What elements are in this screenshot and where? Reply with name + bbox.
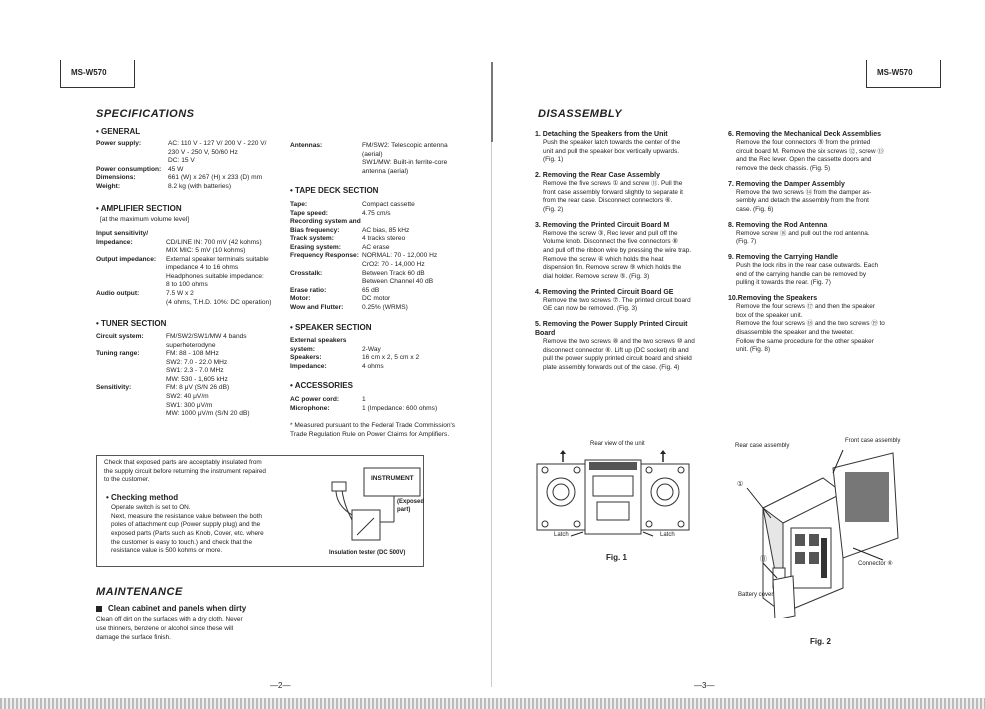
spec-row: [290, 396, 480, 405]
spec-value: 7.5 W x 2 (4 ohms, T.H.D. 10%: DC operation): [166, 289, 272, 306]
spec-value: 1 (Impedance: 600 ohms): [362, 404, 438, 412]
step-text: Remove the five screws ① and screw ⑪. Pull the front case assembly forward slightly to separate it from the rear case. Disconnect connectors ⑥. (Fig. 2): [543, 180, 683, 214]
spec-row: [96, 290, 291, 307]
spec-label: External speakers system:: [290, 337, 347, 353]
spec-label: Weight:: [96, 182, 121, 190]
fig2-battery-label: Battery cover: [738, 592, 774, 598]
spec-row: [96, 350, 291, 384]
spec-row: [290, 235, 480, 244]
fig2-front-case-label: Front case assembly: [845, 438, 901, 444]
step-title: 2. Removing the Rear Case Assembly: [535, 172, 661, 180]
antennas-spec: [290, 142, 480, 176]
fig2-callout-11: ⑪: [760, 556, 767, 563]
page-number-left: —2—: [270, 681, 291, 690]
step-title: 10.Removing the Speakers: [728, 295, 818, 303]
fig1-latch-right: Latch: [660, 532, 675, 538]
spec-row: [290, 287, 480, 296]
spec-value: 16 cm x 2, 5 cm x 2: [362, 354, 420, 362]
tape-heading: • TAPE DECK SECTION: [290, 186, 379, 195]
accessories-specs: [290, 396, 480, 413]
checking-method-title: • Checking method: [106, 493, 179, 502]
step: [728, 180, 906, 215]
step-title: 9. Removing the Carrying Handle: [728, 254, 839, 262]
spec-row: [290, 304, 480, 313]
spec-value: FM: 88 - 108 MHz SW2: 7.0 - 22.0 MHz SW1: 2.3 - 7.0 MHz MW: 530 - 1,605 kHz: [166, 350, 228, 383]
spec-label: AC power cord:: [290, 396, 340, 403]
spec-label: Sensitivity:: [96, 384, 132, 392]
center-fold-lower: [491, 142, 492, 687]
spec-label: Circuit system:: [96, 333, 144, 340]
fig2-rear-case-label: Rear case assembly: [735, 443, 790, 449]
step: [535, 171, 713, 215]
spec-label: Microphone:: [290, 404, 330, 412]
spec-row: [96, 140, 286, 166]
spec-row: [290, 227, 480, 236]
spec-row: [96, 333, 291, 350]
step: [535, 320, 713, 373]
spec-value: AC bias, 85 kHz: [362, 226, 410, 234]
footnote: * Measured pursuant to the Federal Trade Commission's Trade Regulation Rule on Power Claims for Amplifiers.: [290, 422, 456, 438]
page-number-right: —3—: [694, 681, 715, 690]
center-fold: [491, 62, 493, 142]
spec-label: Input sensitivity/ Impedance:: [96, 230, 149, 246]
spec-label: Track system:: [290, 235, 334, 243]
fig1-caption: Fig. 1: [606, 553, 627, 562]
spec-row: [96, 384, 291, 418]
step-title: 4. Removing the Printed Circuit Board GE: [535, 288, 674, 296]
fig2-connector-label: Connector ⑥: [858, 561, 893, 567]
spec-row: [290, 295, 480, 304]
spec-value: FM/SW2: Telescopic antenna (aerial) SW1/MW: Built-in ferrite-core antenna (aerial): [362, 142, 448, 175]
spec-row: [96, 166, 286, 175]
battery-cover-outline: [773, 576, 795, 618]
spec-label: Audio output:: [96, 289, 140, 297]
step-title: 8. Removing the Rod Antenna: [728, 221, 828, 229]
step-text: Push the speaker latch towards the center of the unit and pull the speaker box vertically upwards. (Fig. 1): [543, 139, 681, 164]
spec-label: Tape:: [290, 201, 308, 208]
spec-value: External speaker terminals suitable impedance 4 to 16 ohms Headphones suitable impedance: 8 to 100 ohms: [166, 255, 269, 289]
step-title: 5. Removing the Power Supply Printed Circuit Board: [535, 320, 688, 338]
spec-label: Motor:: [290, 295, 311, 303]
step-text: Remove the two screws ⑭ from the damper as- sembly and detach the assembly from the front case. (Fig. 6): [736, 188, 872, 214]
spec-label: Erase ratio:: [290, 286, 327, 294]
fig1-rear-view-label: Rear view of the unit: [590, 441, 645, 447]
square-bullet-icon: [96, 606, 102, 612]
step-text: Remove the four connectors ⑤ from the printed circuit board M. Remove the six screws ⑫, screw ⑬ and the Rec lever. Open the cassette doors and remove the deck chassis. (Fig. 5): [736, 139, 884, 173]
spec-value: FM/SW2/SW1/MW 4 bands superheterodyne: [166, 333, 247, 349]
spec-row: [290, 354, 480, 363]
step-title: 1. Detaching the Speakers from the Unit: [535, 131, 668, 138]
spec-row: [96, 174, 286, 183]
safety-intro: Check that exposed parts are acceptably insulated from the supply circuit before returning the instrument repaired to the customer.: [104, 459, 266, 484]
spec-value: 0.25% (WRMS): [362, 303, 408, 311]
spec-row: [290, 405, 480, 414]
step: [728, 221, 906, 247]
speaker-heading: • SPEAKER SECTION: [290, 323, 372, 332]
spec-value: 4.75 cm/s: [362, 209, 391, 217]
maintenance-item: [96, 604, 416, 642]
spec-row: [290, 252, 480, 269]
tester-label: Insulation tester (DC 500V): [329, 550, 406, 556]
general-heading: • GENERAL: [96, 127, 141, 136]
spec-label: Recording system and: [290, 218, 361, 226]
spec-label: Impedance:: [290, 362, 327, 370]
tester-box: [352, 510, 380, 540]
maintenance-item-text: Clean off dirt on the surfaces with a dry cloth. Never use thinners, benzene or alcohol since these will damage the surface finish.: [96, 616, 243, 641]
amplifier-note: [at the maximum volume level]: [100, 216, 190, 223]
model-text-right: MS-W570: [877, 68, 913, 77]
spec-value: FM: 8 μV (S/N 26 dB) SW2: 40 μV/m SW1: 300 μV/m MW: 1000 μV/m (S/N 20 dB): [166, 384, 250, 418]
step-title: 3. Removing the Printed Circuit Board M: [535, 221, 670, 229]
spec-label: Tape speed:: [290, 209, 328, 217]
main-unit-outline: [585, 460, 641, 534]
maintenance-item-header: [96, 604, 416, 614]
disassembly-col-left: [535, 130, 713, 379]
spec-label: Power consumption:: [96, 165, 162, 173]
spec-label: Bias frequency:: [290, 226, 340, 234]
spec-label: Tuning range:: [96, 350, 140, 358]
spec-row: [290, 210, 480, 219]
step-title: 7. Removing the Damper Assembly: [728, 180, 845, 188]
maintenance-item-title: Clean cabinet and panels when dirty: [108, 604, 247, 613]
spec-label: Wow and Flutter:: [290, 303, 344, 311]
spec-label: Frequency Response:: [290, 252, 359, 260]
step-text: Remove the four screws ⑰ and then the speaker box of the speaker unit. Remove the four screws ⑱ and the two screws ⑲ to disassemble the speaker and the tweeter. Follow the same procedure for the other speaker unit. (Fig. 8): [736, 303, 885, 354]
spec-label: Speakers:: [290, 354, 322, 362]
spec-value: CD/LINE IN: 700 mV (42 kohms) MIX MIC: 5 mV (10 kohms): [166, 238, 262, 255]
step: [728, 130, 906, 174]
spec-row: [96, 230, 291, 256]
tuner-specs: [96, 333, 291, 419]
spec-row: [290, 201, 480, 210]
spec-row: [96, 183, 286, 192]
step: [728, 253, 906, 288]
model-label-right: [866, 60, 941, 88]
spec-value: 8.2 kg (with batteries): [168, 182, 232, 190]
spec-value: Between Track 60 dB Between Channel 40 dB: [362, 269, 434, 286]
general-specs: [96, 140, 286, 191]
spec-label: Power supply:: [96, 140, 142, 147]
safety-check-box: [96, 455, 424, 567]
spec-row: [290, 337, 480, 354]
tuner-heading: • TUNER SECTION: [96, 319, 167, 328]
exposed-part-label: (Exposed part): [397, 499, 425, 513]
spec-value: DC motor: [362, 295, 391, 303]
step: [535, 288, 713, 314]
disassembly-title: DISASSEMBLY: [538, 108, 623, 120]
spec-value: Compact cassette: [362, 201, 415, 208]
step-text: Remove the two screws ⑧ and the two screws ⑩ and disconnect connector ⑥. Lift up (DC socket) rib and pull the power supply printed circuit board and shield plate assembly forwards out of the case. (Fig. 4): [543, 338, 695, 372]
step-text: Remove the screw ③, Rec lever and pull off the Volume knob. Disconnect the five connectors ⑧ and pull off the ribbon wire by pressing the wire trap. Remove the screw ④ which holds the heat dispension fin. Remove screw ⑨ which holds the dial holder. Remove screw ⑤. (Fig. 3): [543, 229, 692, 280]
step-title: 6. Removing the Mechanical Deck Assemblies: [728, 131, 882, 138]
spec-value: 661 (W) x 267 (H) x 233 (D) mm: [168, 174, 263, 182]
specifications-title: SPECIFICATIONS: [96, 108, 195, 120]
instrument-label: INSTRUMENT: [371, 475, 414, 482]
spec-row: [290, 218, 480, 227]
spec-row: [290, 270, 480, 287]
checking-method-text: Operate switch is set to ON. Next, measure the resistance value between the both poles of attachment cup (Power supply plug) and the exposed parts (Parts such as Knob, Cover, etc. where the customer is easy to touch.) and check that the resistance value is 500 kohms or more.: [111, 504, 264, 555]
model-text-left: MS-W570: [71, 68, 107, 77]
speaker-specs: [290, 337, 480, 371]
step: [728, 294, 906, 355]
spec-label: Erasing system:: [290, 243, 341, 251]
spec-label: Crosstalk:: [290, 269, 323, 277]
spec-label: Antennas:: [290, 142, 323, 149]
spec-value: NORMAL: 70 - 12,000 Hz CrO2: 70 - 14,000 Hz: [362, 252, 438, 268]
accessories-heading: • ACCESSORIES: [290, 381, 353, 390]
spec-value: AC erase: [362, 243, 390, 251]
spec-label: Dimensions:: [96, 174, 136, 182]
step-text: Push the lock ribs in the rear case outwards. Each end of the carrying handle can be removed by pulling it towards the rear. (Fig. 7): [736, 262, 879, 287]
spec-value: 4 tracks stereo: [362, 235, 406, 243]
maintenance-title: MAINTENANCE: [96, 586, 183, 598]
step: [535, 130, 713, 165]
spec-label: Output impedance:: [96, 255, 157, 263]
step: [535, 221, 713, 282]
spec-value: 2-Way: [362, 345, 381, 353]
tape-specs: [290, 201, 480, 312]
fig1-latch-left: Latch: [554, 532, 569, 538]
amplifier-heading: • AMPLIFIER SECTION: [96, 204, 182, 213]
spec-value: 65 dB: [362, 286, 380, 294]
spec-row: [96, 256, 291, 290]
spec-row: [290, 244, 480, 253]
spec-value: AC: 110 V - 127 V/ 200 V - 220 V/ 230 V - 250 V, 50/60 Hz DC: 15 V: [168, 140, 267, 165]
spec-row: [290, 363, 480, 372]
spec-value: 1: [362, 396, 366, 403]
fig1-diagram: [533, 450, 693, 542]
amplifier-specs: [96, 230, 291, 307]
disassembly-col-right: [728, 130, 906, 361]
spec-value: 4 ohms: [362, 362, 384, 370]
step-text: Remove the two screws ⑦. The printed circuit board GE can now be removed. (Fig. 3): [543, 296, 691, 313]
scan-edge-strip: [0, 698, 985, 709]
step-text: Remove screw ⑯ and pull out the rod antenna. (Fig. 7): [736, 229, 870, 246]
model-label-left: [60, 60, 135, 88]
fig2-callout-1: ①: [737, 481, 744, 488]
fig2-caption: Fig. 2: [810, 637, 831, 646]
spec-value: 45 W: [168, 165, 184, 173]
